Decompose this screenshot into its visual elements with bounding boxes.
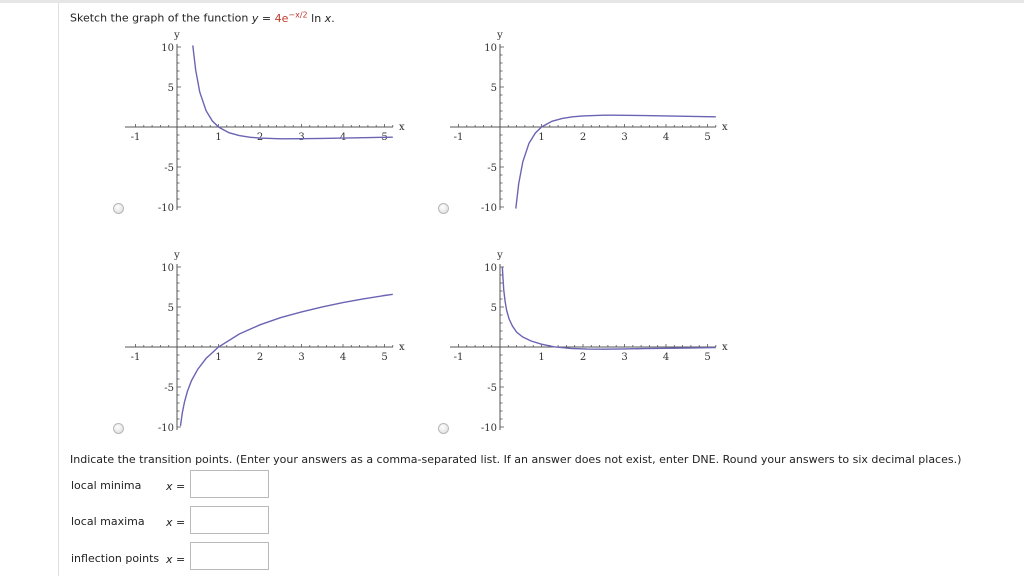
inflection-points-var: x — [166, 553, 173, 566]
y-tick-label-4: -5 — [487, 383, 497, 394]
y-tick-label-4: 5 — [490, 303, 497, 314]
function-exponent: −x/2 — [288, 10, 308, 19]
x-tick-label-4: 4 — [662, 352, 670, 363]
inflection-points-x-label — [166, 553, 185, 566]
option-radio-4[interactable] — [438, 423, 449, 434]
local-minima-eq: = — [172, 480, 186, 493]
function-coefficient: 4e — [274, 11, 289, 25]
y-tick-label-1: 5 — [167, 83, 174, 94]
y-tick-label-2: -10 — [480, 203, 497, 214]
function-x: x — [324, 11, 332, 25]
x-tick-label-2: 3 — [621, 132, 628, 143]
x-tick-label-2: -1 — [453, 132, 464, 143]
x-tick-label-2: 2 — [579, 132, 587, 143]
function-y: y — [251, 11, 259, 25]
y-tick-label-2: 5 — [490, 83, 497, 94]
x-tick-label-3: 2 — [256, 352, 264, 363]
y-tick-label-3: 10 — [161, 263, 174, 274]
x-tick-label-4: 5 — [704, 352, 711, 363]
x-tick-label-2: 5 — [704, 132, 711, 143]
curve-option-1 — [193, 45, 393, 138]
option-radio-2[interactable] — [438, 203, 449, 214]
x-tick-label-1: 4 — [339, 132, 347, 143]
y-tick-label-1: 10 — [161, 43, 174, 54]
question-prefix: Sketch the graph of the function — [70, 11, 252, 25]
curve-option-4 — [502, 267, 716, 349]
y-axis-label-1: y — [174, 30, 180, 41]
local-maxima-var: x — [166, 516, 173, 529]
option-radio-3[interactable] — [113, 423, 124, 434]
local-maxima-eq: = — [172, 516, 186, 529]
local-maxima-label: local maxima — [71, 515, 145, 528]
y-tick-label-3: -5 — [164, 383, 174, 394]
x-tick-label-1: 3 — [298, 132, 305, 143]
instructions-text: Indicate the transition points. (Enter your answers as a comma-separated list. If an answer does not exist, enter DNE. Round your answers to six decimal places.) — [70, 453, 962, 466]
y-tick-label-4: -10 — [480, 423, 497, 434]
function-ln: ln — [307, 11, 325, 25]
local-minima-var: x — [166, 480, 173, 493]
function-equals: = — [258, 11, 275, 25]
function-period: . — [331, 11, 335, 25]
x-axis-label-4: x — [722, 342, 728, 353]
y-tick-label-1: -5 — [164, 163, 174, 174]
y-axis-label-2: y — [497, 30, 503, 41]
x-axis-label-1: x — [399, 122, 405, 133]
x-tick-label-3: 1 — [215, 352, 222, 363]
x-tick-label-3: 4 — [339, 352, 347, 363]
x-tick-label-4: 3 — [621, 352, 628, 363]
x-tick-label-2: 4 — [662, 132, 670, 143]
x-tick-label-1: 2 — [256, 132, 264, 143]
inflection-points-eq: = — [172, 553, 186, 566]
y-tick-label-3: 5 — [167, 303, 174, 314]
y-tick-label-3: -10 — [157, 423, 174, 434]
x-tick-label-1: 5 — [381, 132, 388, 143]
local-minima-label: local minima — [71, 479, 142, 492]
curve-option-3 — [181, 294, 393, 426]
local-maxima-x-label — [166, 516, 185, 529]
curve-option-2 — [516, 115, 716, 208]
x-axis-label-2: x — [722, 122, 728, 133]
local-minima-input[interactable] — [190, 470, 269, 498]
option-radio-1[interactable] — [113, 203, 124, 214]
inflection-points-label: inflection points — [71, 552, 160, 565]
x-tick-label-1: 1 — [215, 132, 222, 143]
local-maxima-input[interactable] — [190, 506, 269, 534]
x-tick-label-3: -1 — [130, 352, 141, 363]
y-tick-label-4: 10 — [484, 263, 497, 274]
x-tick-label-4: -1 — [453, 352, 464, 363]
x-tick-label-4: 2 — [579, 352, 587, 363]
y-tick-label-2: 10 — [484, 43, 497, 54]
x-tick-label-4: 1 — [538, 352, 545, 363]
y-tick-label-1: -10 — [157, 203, 174, 214]
y-axis-label-4: y — [497, 250, 503, 261]
x-tick-label-2: 1 — [538, 132, 545, 143]
inflection-points-input[interactable] — [190, 542, 269, 570]
x-tick-label-3: 3 — [298, 352, 305, 363]
local-minima-x-label — [166, 480, 185, 493]
x-tick-label-1: -1 — [130, 132, 141, 143]
y-axis-label-3: y — [174, 250, 180, 261]
y-tick-label-2: -5 — [487, 163, 497, 174]
x-axis-label-3: x — [399, 342, 405, 353]
x-tick-label-3: 5 — [381, 352, 388, 363]
